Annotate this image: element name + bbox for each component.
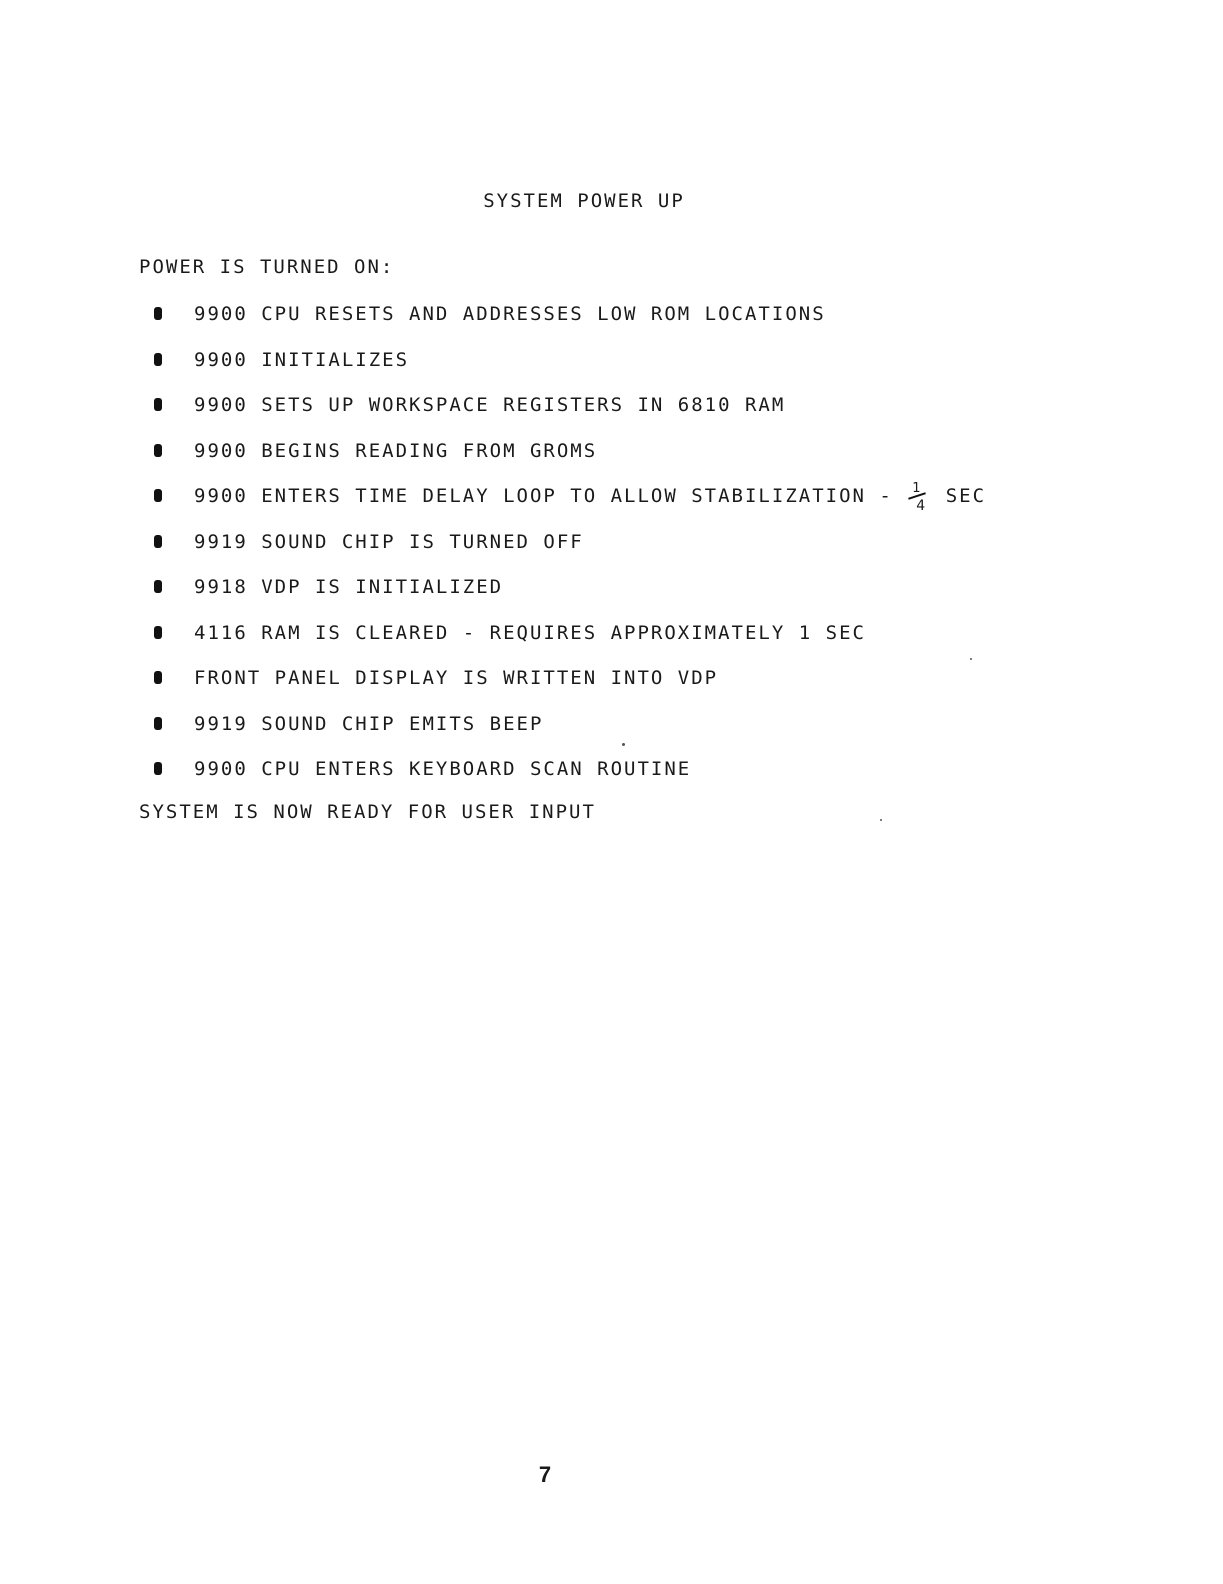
- step-item: [150, 348, 986, 394]
- quarter-fraction: [908, 480, 928, 514]
- step-item: [150, 575, 986, 621]
- power-up-step-list: [150, 302, 986, 803]
- page-title: SYSTEM POWER UP: [483, 190, 685, 212]
- bullet-icon: [154, 307, 162, 320]
- bullet-icon: [154, 489, 162, 502]
- bullet-icon: [154, 717, 162, 730]
- step-item: [150, 302, 986, 348]
- scan-speck: [970, 658, 972, 660]
- step-text: FRONT PANEL DISPLAY IS WRITTEN INTO VDP: [194, 667, 719, 689]
- scan-speck: [880, 819, 882, 821]
- bullet-icon: [154, 671, 162, 684]
- bullet-icon: [154, 444, 162, 457]
- bullet-icon: [154, 762, 162, 775]
- step-item: [150, 712, 986, 758]
- page-number: 7: [538, 1462, 552, 1487]
- step-text: 9900 BEGINS READING FROM GROMS: [194, 439, 598, 462]
- step-text-suffix: SEC: [945, 485, 987, 507]
- bullet-icon: [154, 353, 162, 366]
- step-item: [150, 757, 986, 803]
- step-text: 9900 CPU ENTERS KEYBOARD SCAN ROUTINE: [194, 758, 692, 780]
- step-item: [150, 439, 986, 485]
- step-text: 9900 INITIALIZES: [194, 348, 410, 371]
- step-text: 9919 SOUND CHIP IS TURNED OFF: [194, 530, 584, 553]
- step-text: 9918 VDP IS INITIALIZED: [194, 576, 504, 598]
- step-item: [150, 666, 986, 712]
- step-text: 9900 SETS UP WORKSPACE REGISTERS IN 6810 RAM: [194, 394, 786, 416]
- step-text: 9919 SOUND CHIP EMITS BEEP: [194, 712, 544, 735]
- step-item: [150, 480, 987, 530]
- step-text-main: 9900 ENTERS TIME DELAY LOOP TO ALLOW STABILIZATION -: [194, 485, 893, 507]
- step-item: [150, 621, 986, 667]
- step-item: [150, 530, 986, 576]
- intro-heading: POWER IS TURNED ON:: [139, 256, 395, 278]
- bullet-icon: [154, 580, 162, 593]
- step-text: 4116 RAM IS CLEARED - REQUIRES APPROXIMATELY 1 SEC: [194, 621, 866, 644]
- closing-statement: SYSTEM IS NOW READY FOR USER INPUT: [139, 801, 596, 823]
- fraction-denominator: 4: [916, 497, 926, 514]
- bullet-icon: [154, 398, 162, 411]
- bullet-icon: [154, 626, 162, 639]
- scan-speck: [622, 743, 625, 746]
- step-text: 9900 CPU RESETS AND ADDRESSES LOW ROM LOCATIONS: [194, 303, 826, 325]
- fraction-numerator: 1: [912, 480, 921, 496]
- step-text: [194, 480, 987, 514]
- bullet-icon: [154, 535, 162, 548]
- step-item: [150, 393, 986, 439]
